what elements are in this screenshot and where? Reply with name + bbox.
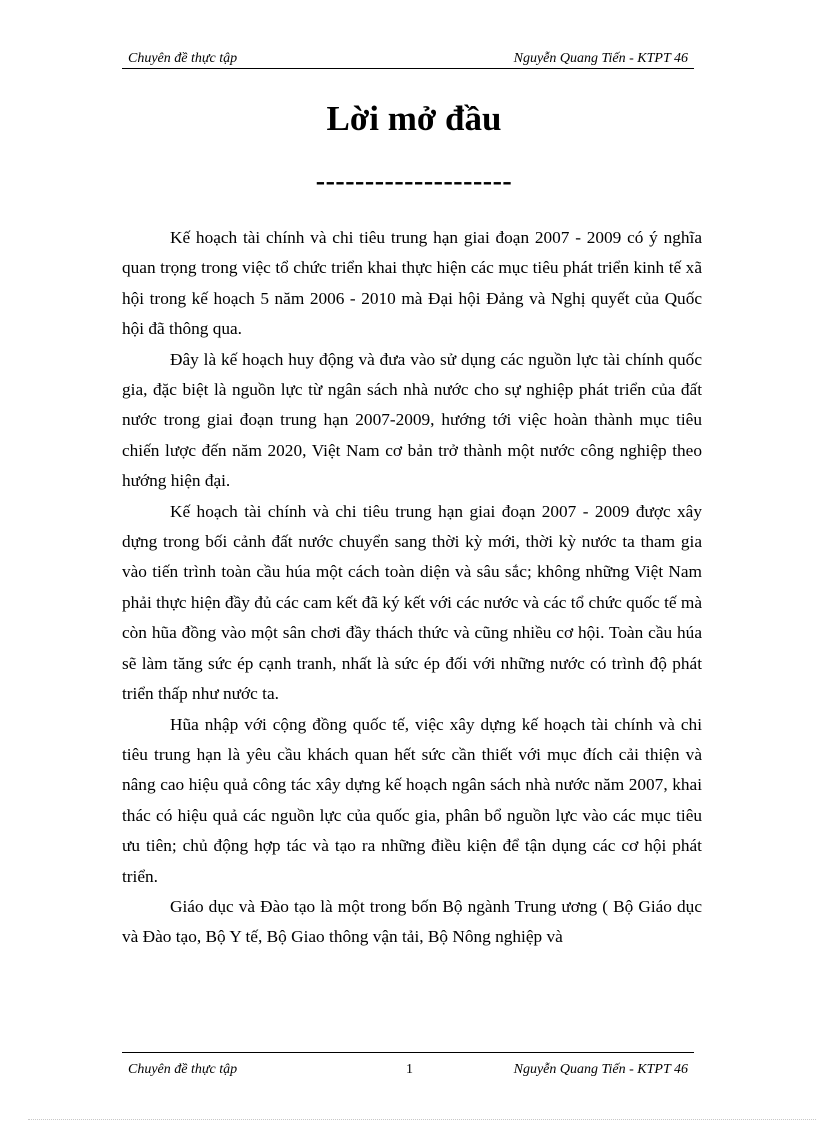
page-header — [122, 50, 694, 69]
footer-author: Nguyễn Quang Tiến - KTPT 46 — [513, 1062, 688, 1077]
page-edge-divider — [28, 1119, 816, 1120]
footer-doc-type: Chuyên đề thực tập — [128, 1062, 238, 1077]
header-author: Nguyễn Quang Tiến - KTPT 46 — [513, 51, 688, 66]
document-body — [122, 223, 702, 953]
paragraph: Đây là kế hoạch huy động và đưa vào sử dụng các nguồn lực tài chính quốc gia, đặc biệt là nguồn lực từ ngân sách nhà nước cho sự nghiệp phát triển của đất nước trong giai đoạn trung hạn 2007-2009, hướng tới việc hoàn thành mục tiêu chiến lược đến năm 2020, Việt Nam cơ bản trở thành một nước công nghiệp theo hướng hiện đại. — [122, 349, 702, 491]
header-doc-type: Chuyên đề thực tập — [128, 51, 238, 66]
page-footer — [122, 1052, 694, 1083]
page-title: Lời mở đầu — [326, 99, 502, 138]
paragraph: Hũa nhập với cộng đồng quốc tế, việc xây dựng kế hoạch tài chính và chi tiêu trung hạn là yêu cầu khách quan hết sức cần thiết với mục đích cải thiện và nâng cao hiệu quả công tác xây dựng kế hoạch ngân sách nhà nước năm 2007, khai thác có hiệu quả các nguồn lực của quốc gia, phân bổ nguồn lực vào các mục tiêu ưu tiên; chủ động hợp tác và tạo ra những điều kiện để tận dụng các cơ hội phát triển. — [122, 714, 702, 886]
paragraph: Kế hoạch tài chính và chi tiêu trung hạn giai đoạn 2007 - 2009 được xây dựng trong bối cảnh đất nước chuyển sang thời kỳ mới, thời kỳ nước ta tham gia vào tiến trình toàn cầu húa một cách toàn diện và sâu sắc; không những Việt Nam phải thực hiện đầy đủ các cam kết đã ký kết với các nước và các tổ chức quốc tế mà còn hũa đồng vào một sân chơi đầy thách thức và cũng nhiều cơ hội. Toàn cầu húa sẽ làm tăng sức ép cạnh tranh, nhất là sức ép đối với những nước có trình độ phát triển thấp như nước ta. — [122, 501, 702, 704]
paragraph: Giáo dục và Đào tạo là một trong bốn Bộ ngành Trung ương ( Bộ Giáo dục và Đào tạo, Bộ Y tế, Bộ Giao thông vận tải, Bộ Nông nghiệp và — [122, 896, 702, 947]
title-divider: -------------------- — [315, 166, 513, 197]
paragraph: Kế hoạch tài chính và chi tiêu trung hạn giai đoạn 2007 - 2009 có ý nghĩa quan trọng trong việc tổ chức triển khai thực hiện các mục tiêu phát triển kinh tế xã hội trong kế hoạch 5 năm 2006 - 2010 mà Đại hội Đảng và Nghị quyết của Quốc hội đã thông qua. — [122, 228, 702, 339]
page-number: 1 — [406, 1062, 413, 1077]
